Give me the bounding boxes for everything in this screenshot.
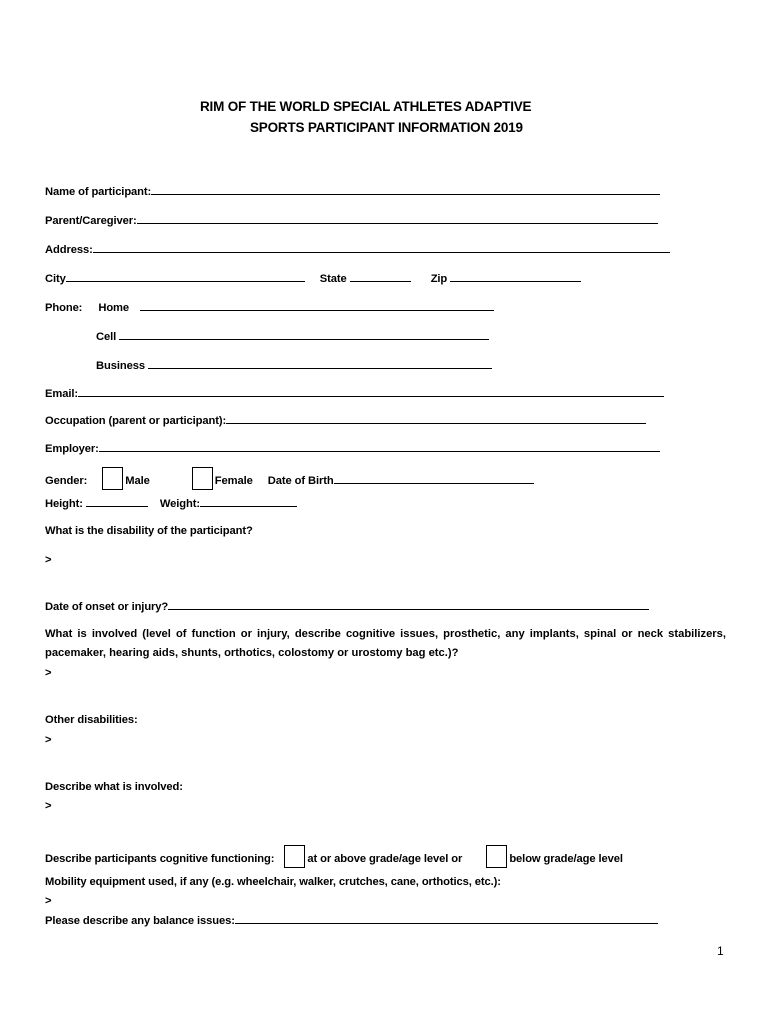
name-label: Name of participant: [45,186,152,198]
disability-answer[interactable] [45,551,51,569]
answer-prompt: > [45,734,52,746]
other-disabilities-answer[interactable] [45,731,51,749]
answer-prompt: > [45,554,52,566]
disability-question [45,522,253,540]
describe-label: Describe what is involved: [45,781,183,793]
employer-label: Employer: [45,443,99,455]
mobility-answer[interactable] [45,892,51,910]
cognitive-row [45,845,623,863]
cognitive-label: Describe participants cognitive functioning: [45,853,275,865]
other-disabilities-label: Other disabilities: [45,714,138,726]
state-label: State [319,273,347,285]
home-label: Home [98,302,130,314]
business-label: Business [96,360,145,372]
dob-label: Date of Birth [267,475,334,487]
parent-label: Parent/Caregiver: [45,215,137,227]
name-field[interactable] [151,182,660,195]
phone-label: Phone: [45,302,83,314]
zip-field[interactable] [450,269,581,282]
at-or-above-checkbox[interactable] [284,845,305,868]
mobility-question [45,873,501,891]
parent-row [45,211,658,229]
email-row [45,384,664,402]
onset-label: Date of onset or injury? [45,601,169,613]
height-weight-row [45,494,297,512]
email-label: Email: [45,388,78,400]
weight-field[interactable] [200,494,297,507]
address-label: Address: [45,244,93,256]
onset-field[interactable] [168,597,649,610]
email-field[interactable] [78,384,664,397]
phone-cell-row [96,327,489,345]
weight-label: Weight: [159,498,200,510]
involved-question [45,625,726,663]
home-phone-field[interactable] [140,298,494,311]
other-disabilities-question [45,711,138,729]
phone-business-row [96,356,492,374]
city-row [45,269,581,287]
address-field[interactable] [93,240,670,253]
title-line-2: SPORTS PARTICIPANT INFORMATION 2019 [250,120,523,135]
title-line-1: RIM OF THE WORLD SPECIAL ATHLETES ADAPTIVE [200,99,532,114]
involved-question-text: What is involved (level of function or injury, describe cognitive issues, prosthetic, any implants, spinal or neck stabilizers, pacemaker, hearing aids, shunts, orthotics, colostomy or urostomy bag etc.)? [45,628,726,659]
phone-home-row [45,298,494,316]
answer-prompt: > [45,800,52,812]
below-checkbox[interactable] [486,845,507,868]
at-or-above-label: at or above grade/age level or [307,853,463,865]
gender-row [45,467,534,485]
male-label: Male [125,475,150,487]
business-phone-field[interactable] [148,356,492,369]
disability-question-text: What is the disability of the participant? [45,525,253,537]
female-checkbox[interactable] [192,467,213,490]
parent-field[interactable] [137,211,658,224]
occupation-row [45,411,646,429]
gender-label: Gender: [45,475,88,487]
height-label: Height: [45,498,83,510]
female-label: Female [214,475,253,487]
employer-field[interactable] [99,439,660,452]
occupation-field[interactable] [226,411,646,424]
balance-field[interactable] [235,911,658,924]
dob-field[interactable] [334,471,534,484]
balance-label: Please describe any balance issues: [45,915,235,927]
page-number: 1 [717,944,724,958]
city-field[interactable] [66,269,305,282]
employer-row [45,439,660,457]
involved-answer[interactable] [45,664,51,682]
city-label: City [45,273,66,285]
cell-phone-field[interactable] [119,327,489,340]
occupation-label: Occupation (parent or participant): [45,415,227,427]
mobility-label: Mobility equipment used, if any (e.g. wheelchair, walker, crutches, cane, orthotics, etc.): [45,876,501,888]
describe-question [45,778,183,796]
name-row [45,182,660,200]
balance-row [45,911,658,929]
answer-prompt: > [45,895,52,907]
male-checkbox[interactable] [102,467,123,490]
zip-label: Zip [430,273,448,285]
answer-prompt: > [45,667,52,679]
form-title [200,96,580,138]
describe-answer[interactable] [45,797,51,815]
height-field[interactable] [86,494,148,507]
address-row [45,240,670,258]
below-label: below grade/age level [509,853,623,865]
state-field[interactable] [350,269,411,282]
cell-label: Cell [96,331,117,343]
onset-row [45,597,649,615]
